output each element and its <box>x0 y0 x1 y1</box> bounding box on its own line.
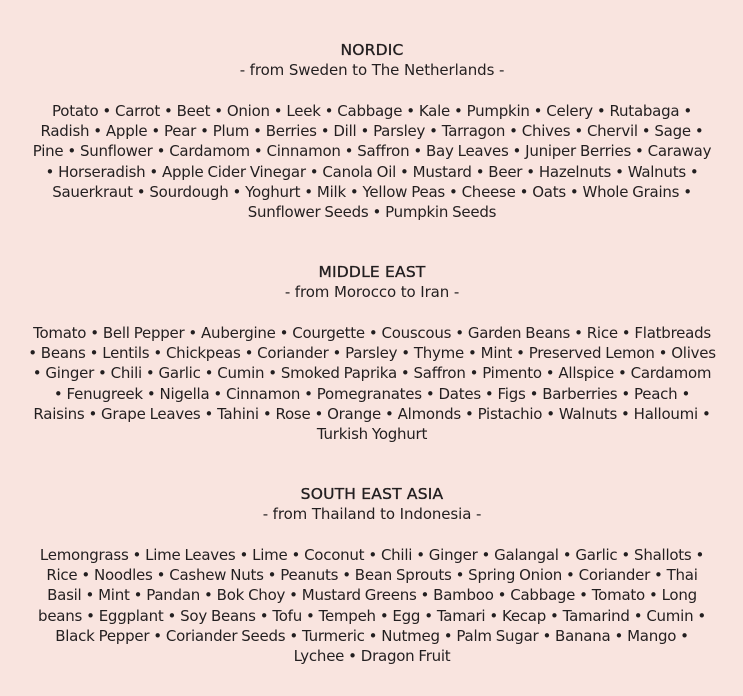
ingredient-list-middle-east: Tomato • Bell Pepper • Aubergine • Courgette • Couscous • Garden Beans • Rice • Flatbreads • Beans • Lentils • Chickpeas • Coriander • Parsley • Thyme • Mint • Preserved Lemon • Olives • Ginger • Chili • Garlic • Cumin • Smoked Paprika • Saffron • Pimento • Allspice • Cardamom • Fenugreek • Nigella • Cinnamon • Pomegranates • Dates • Figs • Barberries • Peach • Raisins • Grape Leaves • Tahini • Rose • Orange • Almonds • Pistachio • Walnuts • Halloumi • Turkish Yoghurt <box>28 324 716 444</box>
region-south-east-asia <box>28 484 716 666</box>
region-title-south-east-asia: SOUTH EAST ASIA <box>300 485 444 503</box>
region-middle-east <box>28 262 716 444</box>
region-subtitle-nordic: - from Sweden to The Netherlands - <box>239 61 505 79</box>
region-title-nordic: NORDIC <box>340 41 404 59</box>
ingredient-list-nordic: Potato • Carrot • Beet • Onion • Leek • Cabbage • Kale • Pumpkin • Celery • Rutabaga • Radish • Apple • Pear • Plum • Berries • Dill • Parsley • Tarragon • Chives • Chervil • Sage • Pine • Sunflower • Cardamom • Cinnamon • Saffron • Bay Leaves • Juniper Berries • Caraway • Horseradish • Apple Cider Vinegar • Canola Oil • Mustard • Beer • Hazelnuts • Walnuts • Sauerkraut • Sourdough • Yoghurt • Milk • Yellow Peas • Cheese • Oats • Whole Grains • Sunflower Seeds • Pumpkin Seeds <box>32 102 712 222</box>
region-subtitle-middle-east: - from Morocco to Iran - <box>284 283 460 301</box>
region-subtitle-south-east-asia: - from Thailand to Indonesia - <box>262 505 482 523</box>
region-nordic <box>28 40 716 222</box>
ingredient-list-south-east-asia: Lemongrass • Lime Leaves • Lime • Coconut • Chili • Ginger • Galangal • Garlic • Shallots • Rice • Noodles • Cashew Nuts • Peanuts • Bean Sprouts • Spring Onion • Coriander • Thai Basil • Mint • Pandan • Bok Choy • Mustard Greens • Bamboo • Cabbage • Tomato • Long beans • Eggplant • Soy Beans • Tofu • Tempeh • Egg • Tamari • Kecap • Tamarind • Cumin • Black Pepper • Coriander Seeds • Turmeric • Nutmeg • Palm Sugar • Banana • Mango • Lychee • Dragon Fruit <box>38 546 706 666</box>
region-title-middle-east: MIDDLE EAST <box>318 263 426 281</box>
